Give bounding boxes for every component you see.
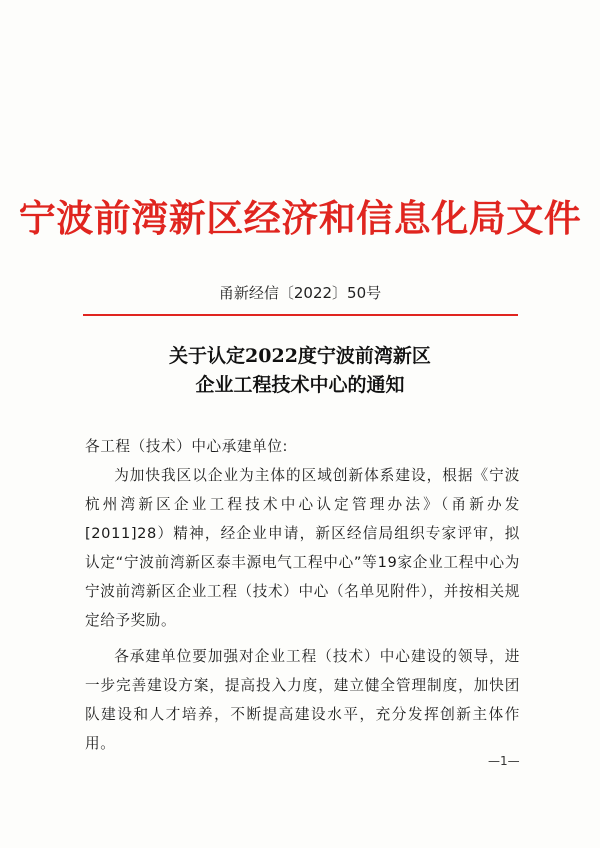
body-paragraph-1-container bbox=[85, 461, 520, 635]
body-paragraph-2-container bbox=[85, 642, 520, 758]
issuer-header-title: 宁波前湾新区经济和信息化局文件 bbox=[18, 196, 582, 240]
page-number: —1— bbox=[488, 754, 520, 768]
body-paragraph-1: 为加快我区以企业为主体的区域创新体系建设，根据《宁波杭州湾新区企业工程技术中心认定管理办法》（甬新办发[2011]28）精神，经企业申请，新区经信局组织专家评审，拟认定“宁波前湾新区泰丰源电气工程中心”等19家企业工程中心为宁波前湾新区企业工程（技术）中心（名单见附件），并按相关规定给予奖励。 bbox=[85, 467, 520, 629]
notice-title-line-2: 企业工程技术中心的通知 bbox=[195, 374, 405, 396]
salutation: 各工程（技术）中心承建单位: bbox=[85, 438, 289, 455]
notice-title-line-1: 关于认定2022度宁波前湾新区 bbox=[169, 345, 431, 367]
red-divider-line bbox=[83, 314, 518, 316]
body-paragraph-2: 各承建单位要加强对企业工程（技术）中心建设的领导，进一步完善建设方案，提高投入力度，建立健全管理制度，加快团队建设和人才培养，不断提高建设水平，充分发挥创新主体作用。 bbox=[85, 648, 520, 752]
document-number: 甬新经信〔2022〕50号 bbox=[218, 284, 382, 302]
notice-title bbox=[0, 342, 600, 400]
